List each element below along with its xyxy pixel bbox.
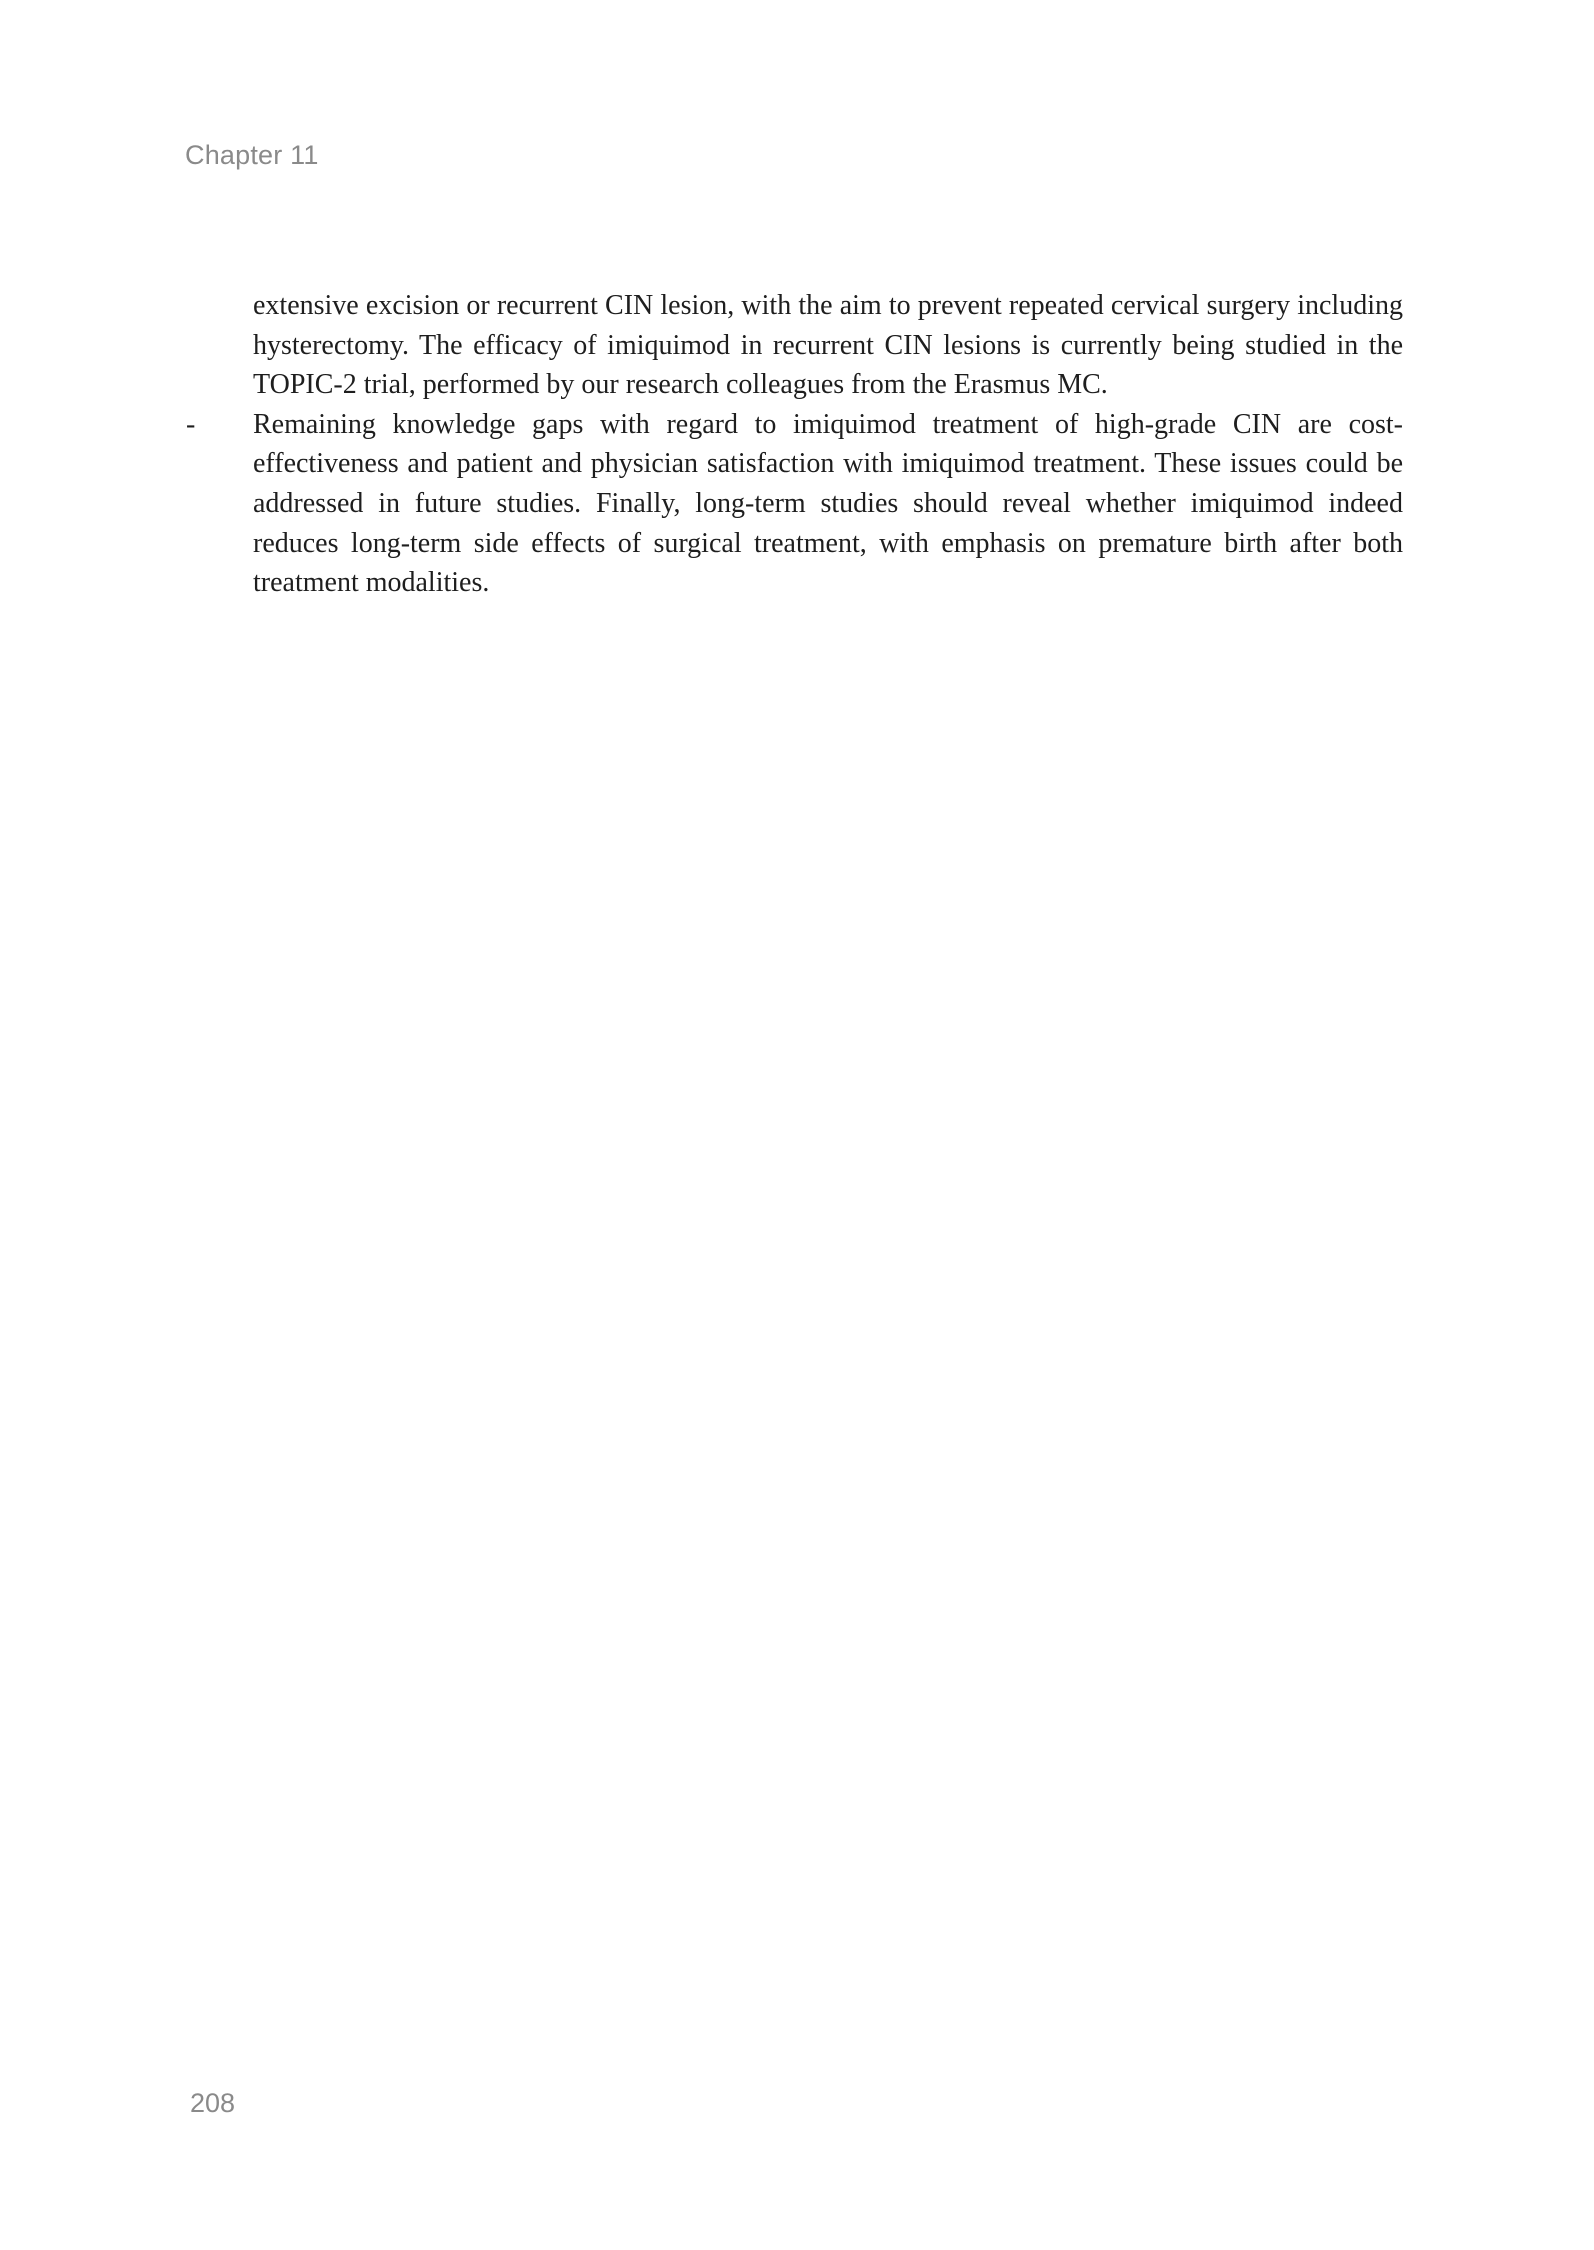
continued-paragraph: extensive excision or recurrent CIN lesion, with the aim to prevent repeated cervical surgery including hysterectomy. The efficacy of imiquimod in recurrent CIN lesions is currently being studied in the TOPIC-2 trial, performed by our research colleagues from the Erasmus MC.	[253, 290, 1403, 401]
bullet-dash-icon: -	[186, 408, 196, 440]
bullet-paragraph: Remaining knowledge gaps with regard to imiquimod treatment of high-grade CIN are cost-effectiveness and patient and physician satisfaction with imiquimod treatment. These issues could be addressed in future studies. Finally, long-term studies should reveal whether imiquimod indeed reduces long-term side effects of surgical treatment, with emphasis on premature birth after both treatment modalities.	[253, 408, 1403, 599]
body-text	[186, 286, 1403, 603]
page-number: 208	[190, 2088, 236, 2118]
running-header-chapter: Chapter 11	[185, 140, 319, 170]
bullet-item	[186, 405, 1403, 603]
